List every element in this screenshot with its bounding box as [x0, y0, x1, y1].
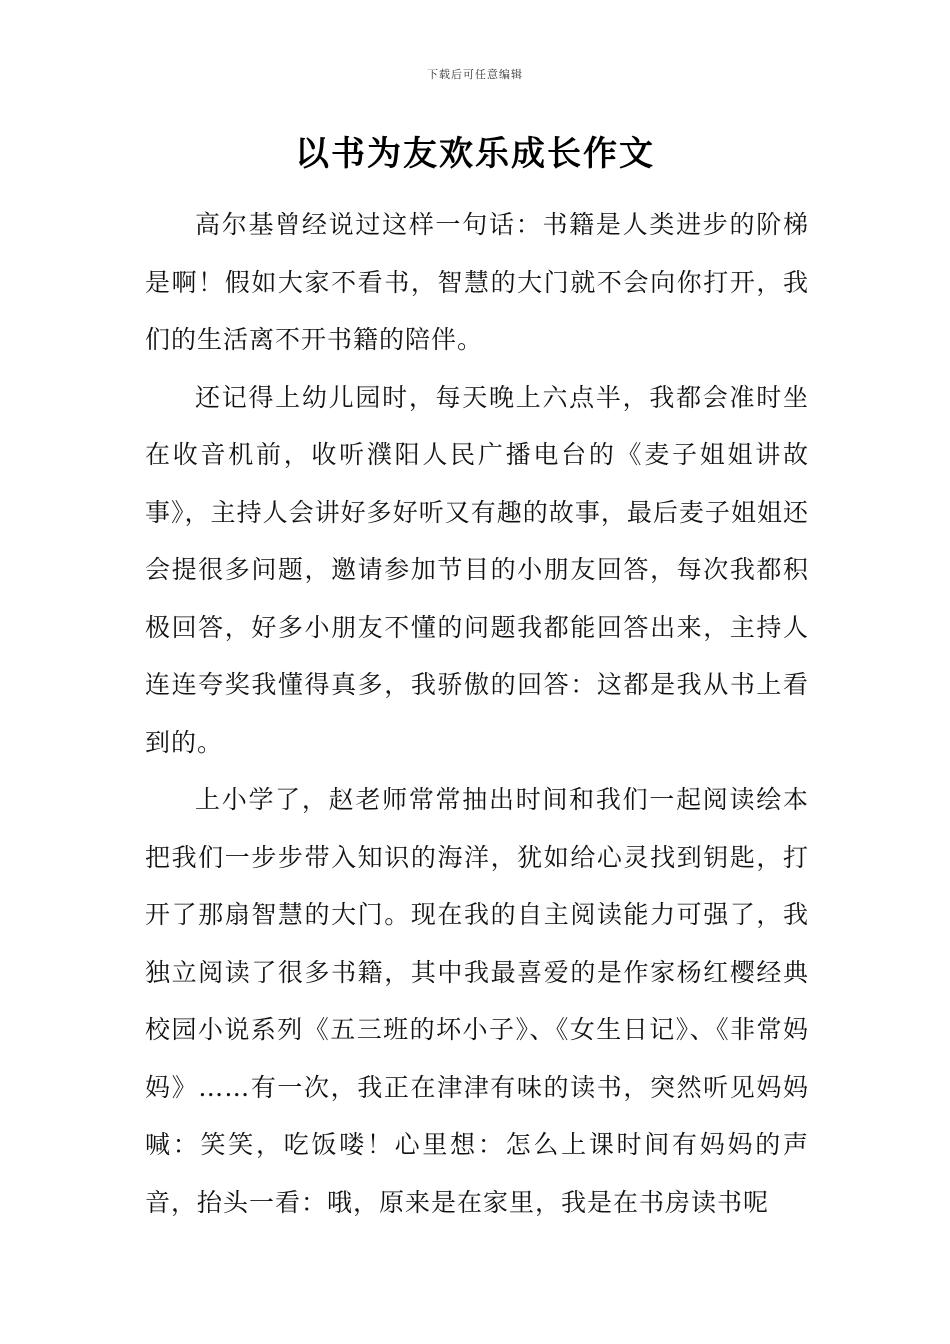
paragraph-3: 上小学了，赵老师常常抽出时间和我们一起阅读绘本把我们一步步带入知识的海洋，犹如给心灵找到钥匙，打开了那扇智慧的大门。现在我的自主阅读能力可强了，我独立阅读了很多书籍，其中我最喜爱的是作家杨红樱经典校园小说系列《五三班的坏小子》、《女生日记》、《非常妈妈》……有一次，我正在津津有味的读书，突然听见妈妈喊：笑笑，吃饭喽！心里想：怎么上课时间有妈妈的声音，抬头一看：哦，原来是在家里，我是在书房读书呢 — [145, 785, 809, 1217]
paragraph-1: 高尔基曾经说过这样一句话：书籍是人类进步的阶梯是啊！假如大家不看书，智慧的大门就不会向你打开，我们的生活离不开书籍的陪伴。 — [145, 210, 809, 354]
header-note: 下载后可任意编辑 — [427, 68, 523, 81]
document-body — [145, 196, 809, 1231]
document-title: 以书为友欢乐成长作文 — [295, 134, 655, 174]
paragraph-2: 还记得上幼儿园时，每天晚上六点半，我都会准时坐在收音机前，收听濮阳人民广播电台的《麦子姐姐讲故事》，主持人会讲好多好听又有趣的故事，最后麦子姐姐还会提很多问题，邀请参加节目的小朋友回答，每次我都积极回答，好多小朋友不懂的问题我都能回答出来，主持人连连夸奖我懂得真多，我骄傲的回答：这都是我从书上看到的。 — [145, 382, 809, 757]
